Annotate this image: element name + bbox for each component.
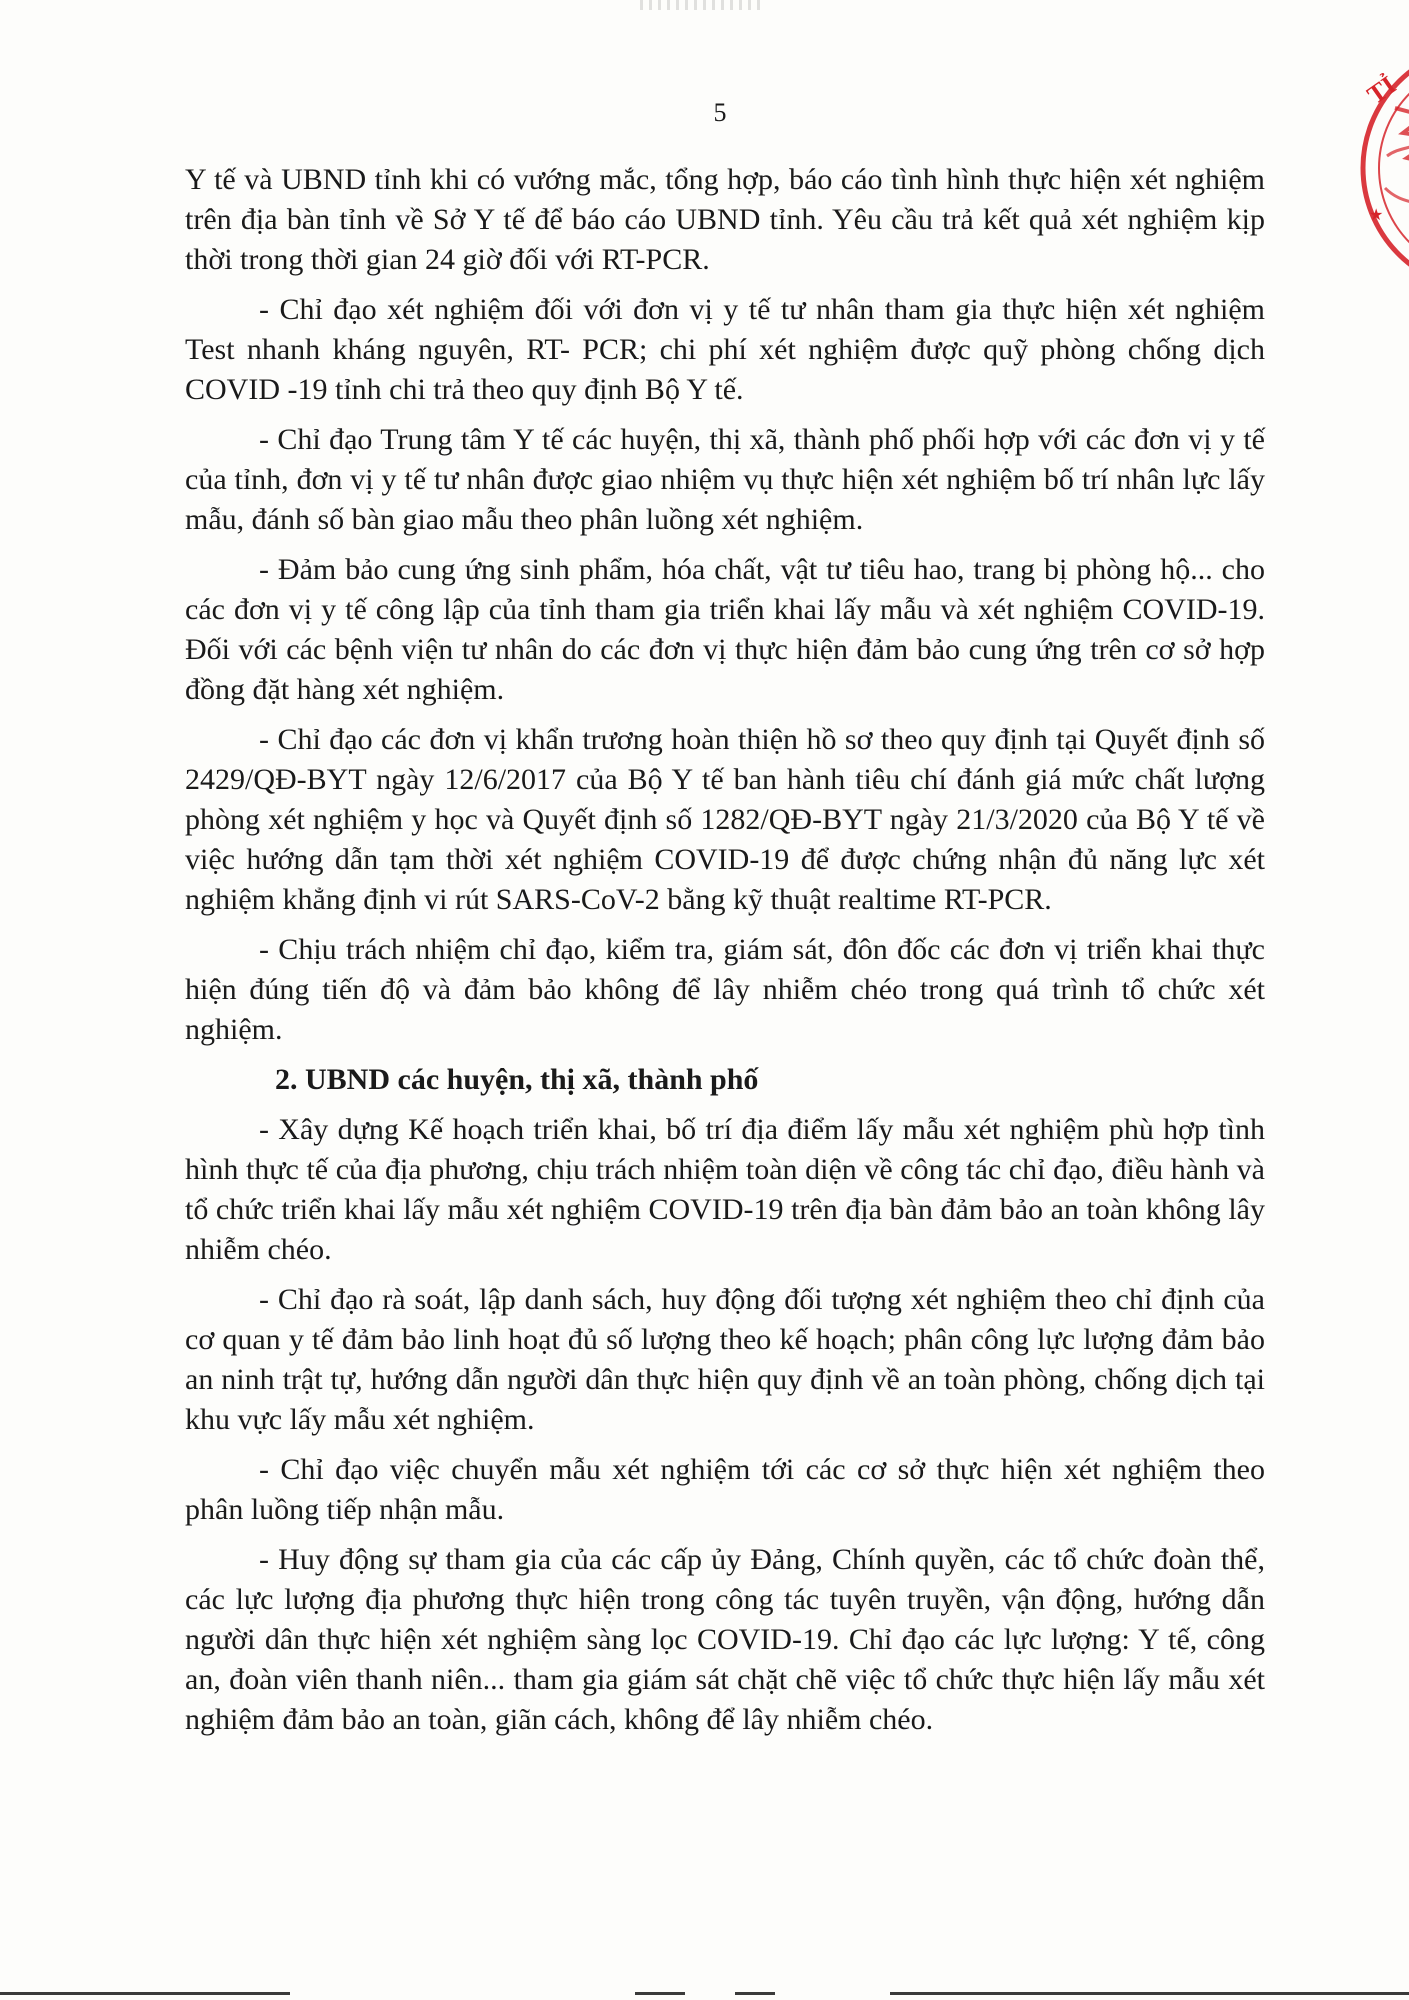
svg-text:★: ★ (1369, 205, 1384, 224)
section-heading: 2. UBND các huyện, thị xã, thành phố (275, 1063, 759, 1096)
scan-smudge (640, 0, 760, 10)
paragraph-plan-development: - Xây dựng Kế hoạch triển khai, bố trí địa điểm lấy mẫu xét nghiệm phù hợp tình hình thực tế của địa phương, chịu trách nhiệm toàn diện về công tác chỉ đạo, điều hành và tổ chức triển khai lấy mẫu xét nghiệm COVID-19 trên địa bàn đảm bảo an toàn không lây nhiễm chéo. (185, 1113, 1265, 1266)
paragraph-lab-certification: - Chỉ đạo các đơn vị khẩn trương hoàn thiện hồ sơ theo quy định tại Quyết định số 2429/QĐ-BYT ngày 12/6/2017 của Bộ Y tế ban hành tiêu chí đánh giá mức chất lượng phòng xét nghiệm y học và Quyết định số 1282/QĐ-BYT ngày 21/3/2020 của Bộ Y tế về việc hướng dẫn tạm thời xét nghiệm COVID-19 để được chứng nhận đủ năng lực xét nghiệm khẳng định vi rút SARS-CoV-2 bằng kỹ thuật realtime RT-PCR. (185, 723, 1265, 916)
paragraph-health-centers-coordination: - Chỉ đạo Trung tâm Y tế các huyện, thị xã, thành phố phối hợp với các đơn vị y tế của tỉnh, đơn vị y tế tư nhân được giao nhiệm vụ thực hiện xét nghiệm bố trí nhân lực lấy mẫu, đánh số bàn giao mẫu theo phân luồng xét nghiệm. (185, 423, 1265, 536)
paragraph-continuation: Y tế và UBND tỉnh khi có vướng mắc, tổng hợp, báo cáo tình hình thực hiện xét nghiệm trên địa bàn tỉnh về Sở Y tế để báo cáo UBND tỉnh. Yêu cầu trả kết quả xét nghiệm kịp thời trong thời gian 24 giờ đối với RT-PCR. (185, 163, 1265, 276)
paragraph-supply-assurance: - Đảm bảo cung ứng sinh phẩm, hóa chất, vật tư tiêu hao, trang bị phòng hộ... cho các đơn vị y tế công lập của tỉnh tham gia triển khai lấy mẫu và xét nghiệm COVID-19. Đối với các bệnh viện tư nhân do các đơn vị thực hiện đảm bảo cung ứng trên cơ sở hợp đồng đặt hàng xét nghiệm. (185, 553, 1265, 706)
document-body (185, 160, 1265, 1750)
paragraph-sample-transfer: - Chỉ đạo việc chuyển mẫu xét nghiệm tới các cơ sở thực hiện xét nghiệm theo phân luồng tiếp nhận mẫu. (185, 1453, 1265, 1526)
paragraph-mobilization: - Huy động sự tham gia của các cấp ủy Đảng, Chính quyền, các tổ chức đoàn thể, các lực lượng địa phương thực hiện trong công tác tuyên truyền, vận động, hướng dẫn người dân thực hiện xét nghiệm sàng lọc COVID-19. Chỉ đạo các lực lượng: Y tế, công an, đoàn viên thanh niên... tham gia giám sát chặt chẽ việc tổ chức thực hiện lấy mẫu xét nghiệm đảm bảo an toàn, giãn cách, không để lây nhiễm chéo. (185, 1543, 1265, 1736)
paragraph-supervision: - Chịu trách nhiệm chỉ đạo, kiểm tra, giám sát, đôn đốc các đơn vị triển khai thực hiện đúng tiến độ và đảm bảo không để lây nhiễm chéo trong quá trình tổ chức xét nghiệm. (185, 933, 1265, 1046)
seal-text: TỈ (1361, 70, 1402, 110)
red-seal-stamp (1355, 38, 1409, 298)
page-number: 5 (713, 98, 727, 127)
scan-footer-marks (0, 1986, 1409, 2000)
paragraph-private-units-testing: - Chỉ đạo xét nghiệm đối với đơn vị y tế tư nhân tham gia thực hiện xét nghiệm Test nhanh kháng nguyên, RT- PCR; chi phí xét nghiệm được quỹ phòng chống dịch COVID -19 tỉnh chi trả theo quy định Bộ Y tế. (185, 293, 1265, 406)
paragraph-review-list: - Chỉ đạo rà soát, lập danh sách, huy động đối tượng xét nghiệm theo chỉ định của cơ quan y tế đảm bảo linh hoạt đủ số lượng theo kế hoạch; phân công lực lượng đảm bảo an ninh trật tự, hướng dẫn người dân thực hiện quy định về an toàn phòng, chống dịch tại khu vực lấy mẫu xét nghiệm. (185, 1283, 1265, 1436)
